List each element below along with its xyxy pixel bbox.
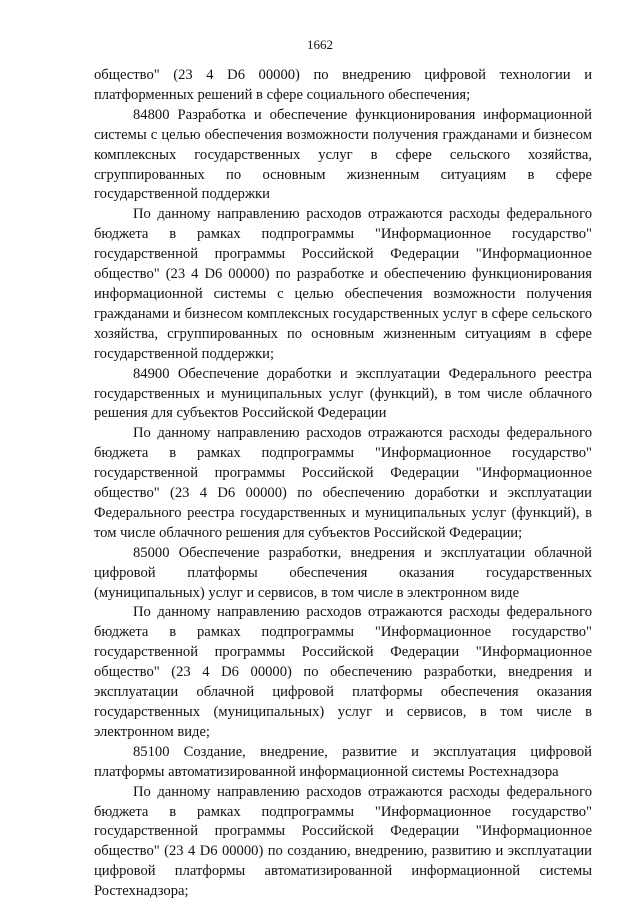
- paragraph-8: 85100 Создание, внедрение, развитие и эксплуатация цифровой платформы автоматизированной информационной системы Ростехнадзора: [94, 743, 592, 780]
- paragraph-6: 85000 Обеспечение разработки, внедрения и эксплуатации облачной цифровой платформы обеспечения оказания государственных (муниципальных) услуг и сервисов, в том числе в электронном виде: [94, 544, 592, 601]
- paragraph-3: По данному направлению расходов отражаются расходы федерального бюджета в рамках подпрограммы "Информационное государство" государственной программы Российской Федерации "Информационное общество" (23 4 D6 00000) по разработке и обеспечению функционирования информационной системы с целью обеспечения возможности получения гражданами и бизнесом комплексных государственных услуг в сфере сельского хозяйства, сгруппированных по основным жизненным ситуациям в сфере государственной поддержки;: [94, 206, 592, 362]
- document-body: [94, 66, 592, 902]
- paragraph-2: 84800 Разработка и обеспечение функционирования информационной системы с целью обеспечения возможности получения гражданами и бизнесом комплексных государственных услуг в сфере сельского хозяйства, сгруппированных по основным жизненным ситуациям в сфере государственной поддержки: [94, 106, 592, 203]
- paragraph-4: 84900 Обеспечение доработки и эксплуатации Федерального реестра государственных и муниципальных услуг (функций), в том числе облачного решения для субъектов Российской Федерации: [94, 365, 592, 422]
- paragraph-5: По данному направлению расходов отражаются расходы федерального бюджета в рамках подпрограммы "Информационное государство" государственной программы Российской Федерации "Информационное общество" (23 4 D6 00000) по обеспечению доработки и эксплуатации Федерального реестра государственных и муниципальных услуг (функций), в том числе облачного решения для субъектов Российской Федерации;: [94, 425, 592, 541]
- paragraph-7: По данному направлению расходов отражаются расходы федерального бюджета в рамках подпрограммы "Информационное государство" государственной программы Российской Федерации "Информационное общество" (23 4 D6 00000) по обеспечению разработки, внедрения и эксплуатации облачной цифровой платформы обеспечения оказания государственных (муниципальных) услуг и сервисов, в том числе в электронном виде;: [94, 604, 592, 740]
- paragraph-9: По данному направлению расходов отражаются расходы федерального бюджета в рамках подпрограммы "Информационное государство" государственной программы Российской Федерации "Информационное общество" (23 4 D6 00000) по созданию, внедрению, развитию и эксплуатации цифровой платформы автоматизированной информационной системы Ростехнадзора;: [94, 783, 592, 900]
- page-number: 1662: [307, 37, 333, 52]
- paragraph-1: общество" (23 4 D6 00000) по внедрению цифровой технологии и платформенных решений в сфере социального обеспечения;: [94, 67, 592, 103]
